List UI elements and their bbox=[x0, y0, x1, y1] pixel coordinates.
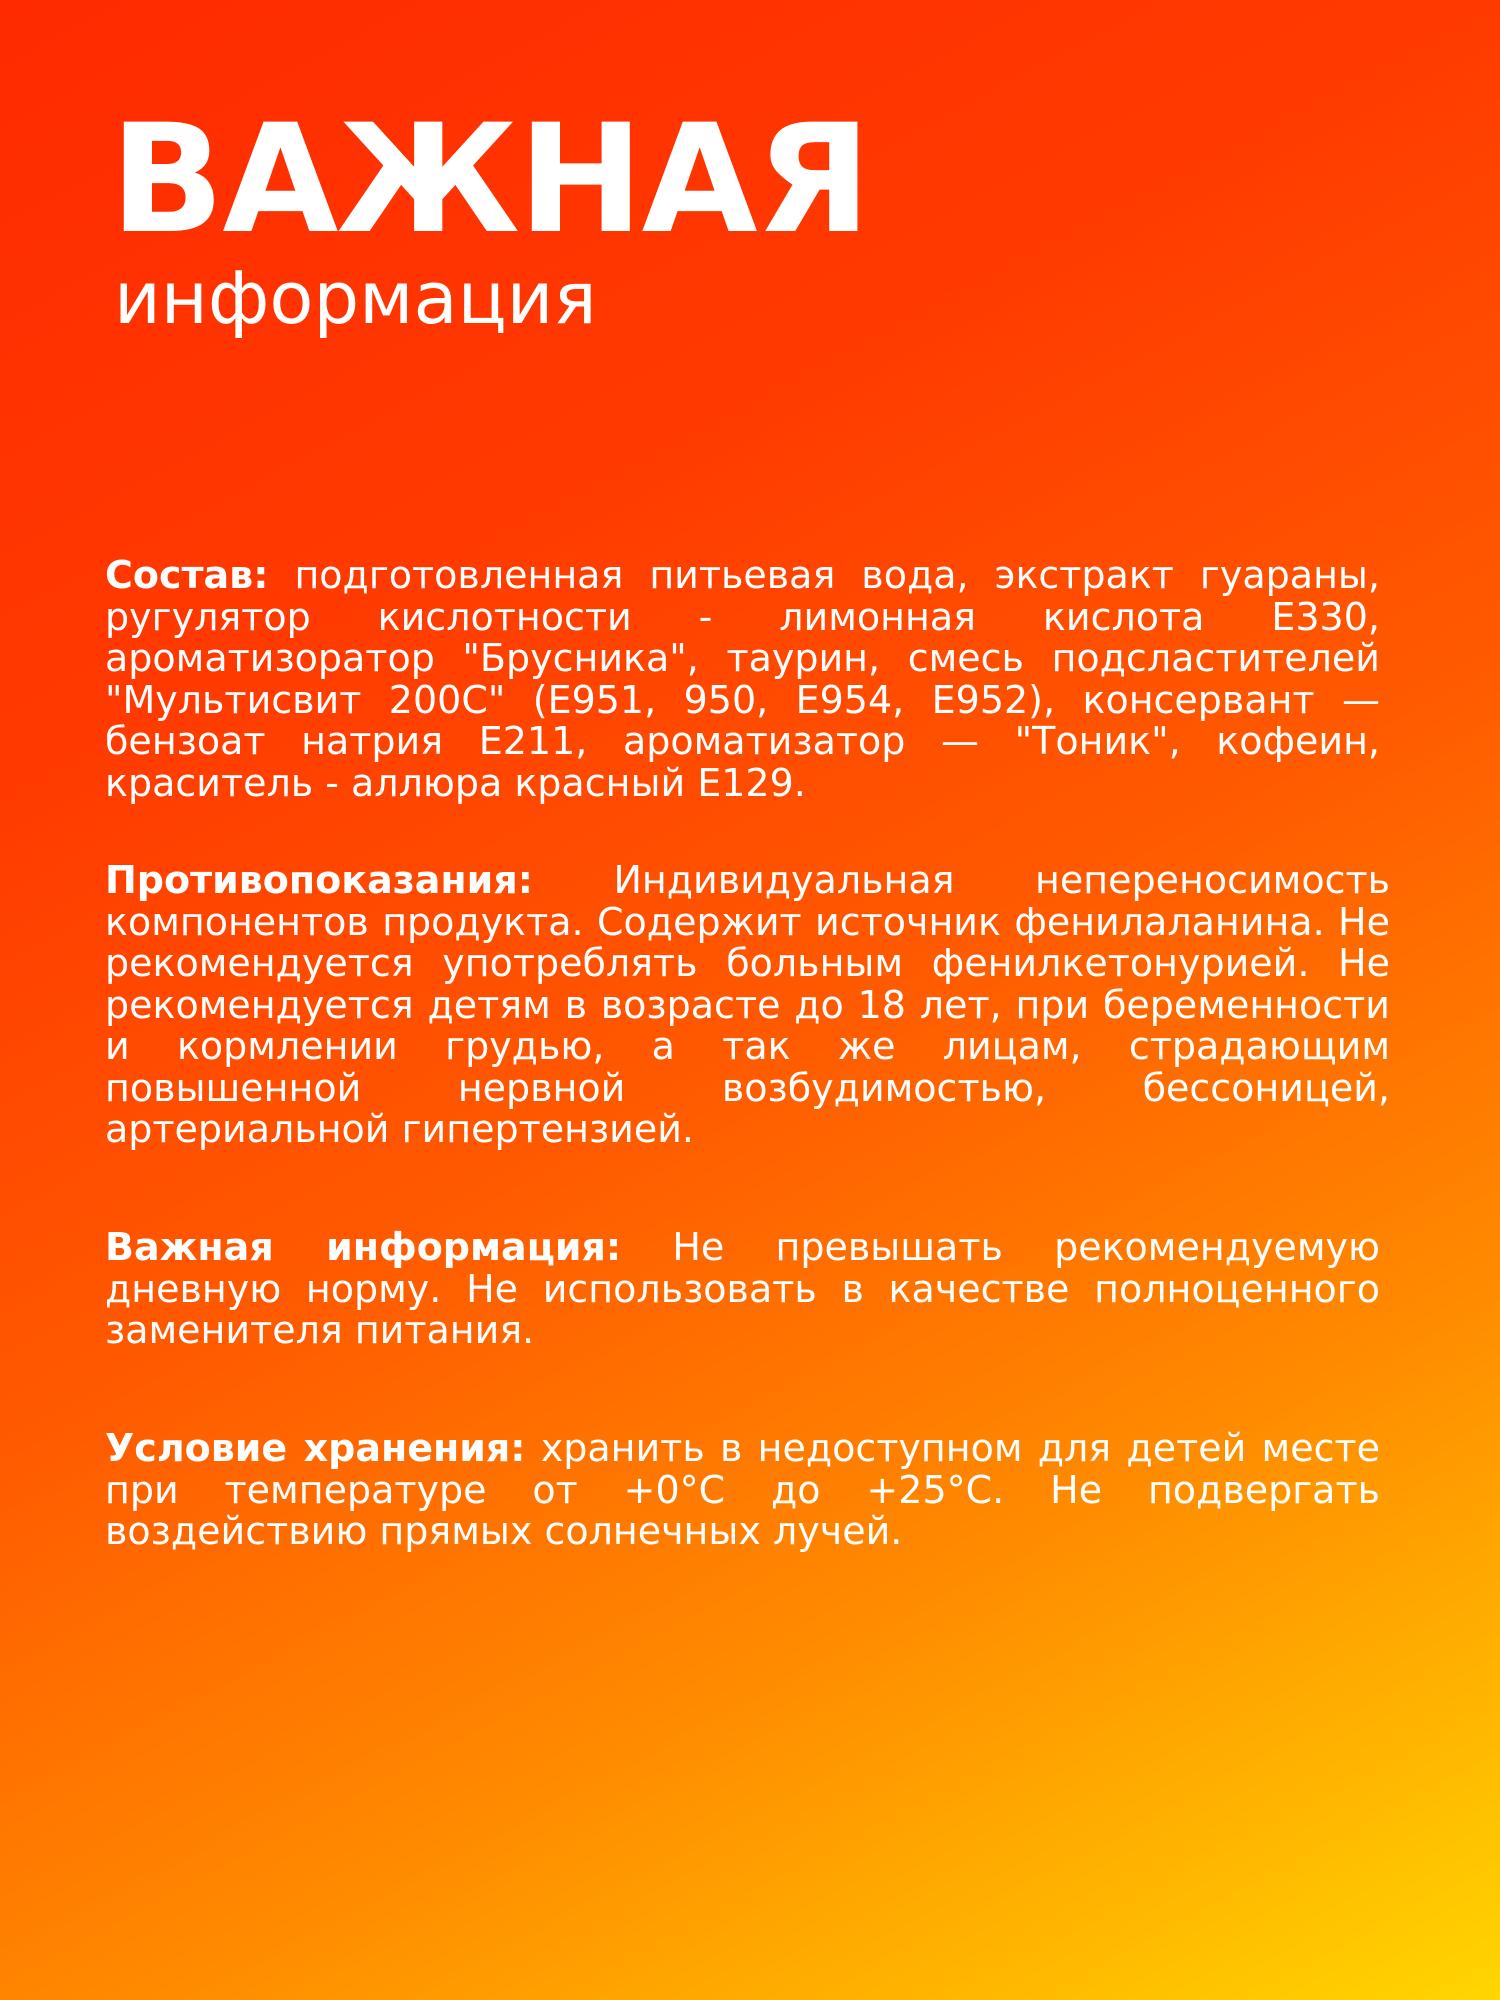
important-info-text: Не превышать рекомендуемую дневную норму. Не использовать в качестве полноценного заменителя питания. bbox=[105, 1225, 1380, 1352]
contraindications-label: Противопоказания: bbox=[105, 858, 533, 902]
contraindications-text: Индивидуальная непереносимость компонентов продукта. Содержит источник фенилаланина. Не рекомендуется употреблять больным фенилкетонурией. Не рекомендуется детям в возрасте до 18 лет, при беременности и кормлении грудью, а так же лицам, страдающим повышенной нервной возбудимостью, бессоницей, артериальной гипертензией. bbox=[105, 858, 1390, 1151]
important-info-label: Важная информация: bbox=[105, 1225, 622, 1269]
contraindications-section bbox=[105, 860, 1390, 1151]
composition-text: подготовленная питьевая вода, экстракт гуараны, ругулятор кислотности - лимонная кислота Е330, ароматизоратор "Брусника", таурин, смесь подсластителей "Мультисвит 200С" (Е951, 950, Е954, Е952), консервант — бензоат натрия Е211, ароматизатор — "Тоник", кофеин, краситель - аллюра красный Е129. bbox=[105, 553, 1380, 805]
storage-section bbox=[105, 1428, 1380, 1553]
important-info-section bbox=[105, 1227, 1380, 1352]
page-subtitle: информация bbox=[114, 256, 597, 340]
storage-text: хранить в недоступном для детей месте при температуре от +0°С до +25°С. Не подвергать воздействию прямых солнечных лучей. bbox=[105, 1426, 1380, 1553]
storage-label: Условие хранения: bbox=[105, 1426, 526, 1470]
composition-label: Состав: bbox=[105, 553, 269, 597]
composition-section bbox=[105, 555, 1380, 804]
page-title: ВАЖНАЯ bbox=[110, 93, 870, 267]
